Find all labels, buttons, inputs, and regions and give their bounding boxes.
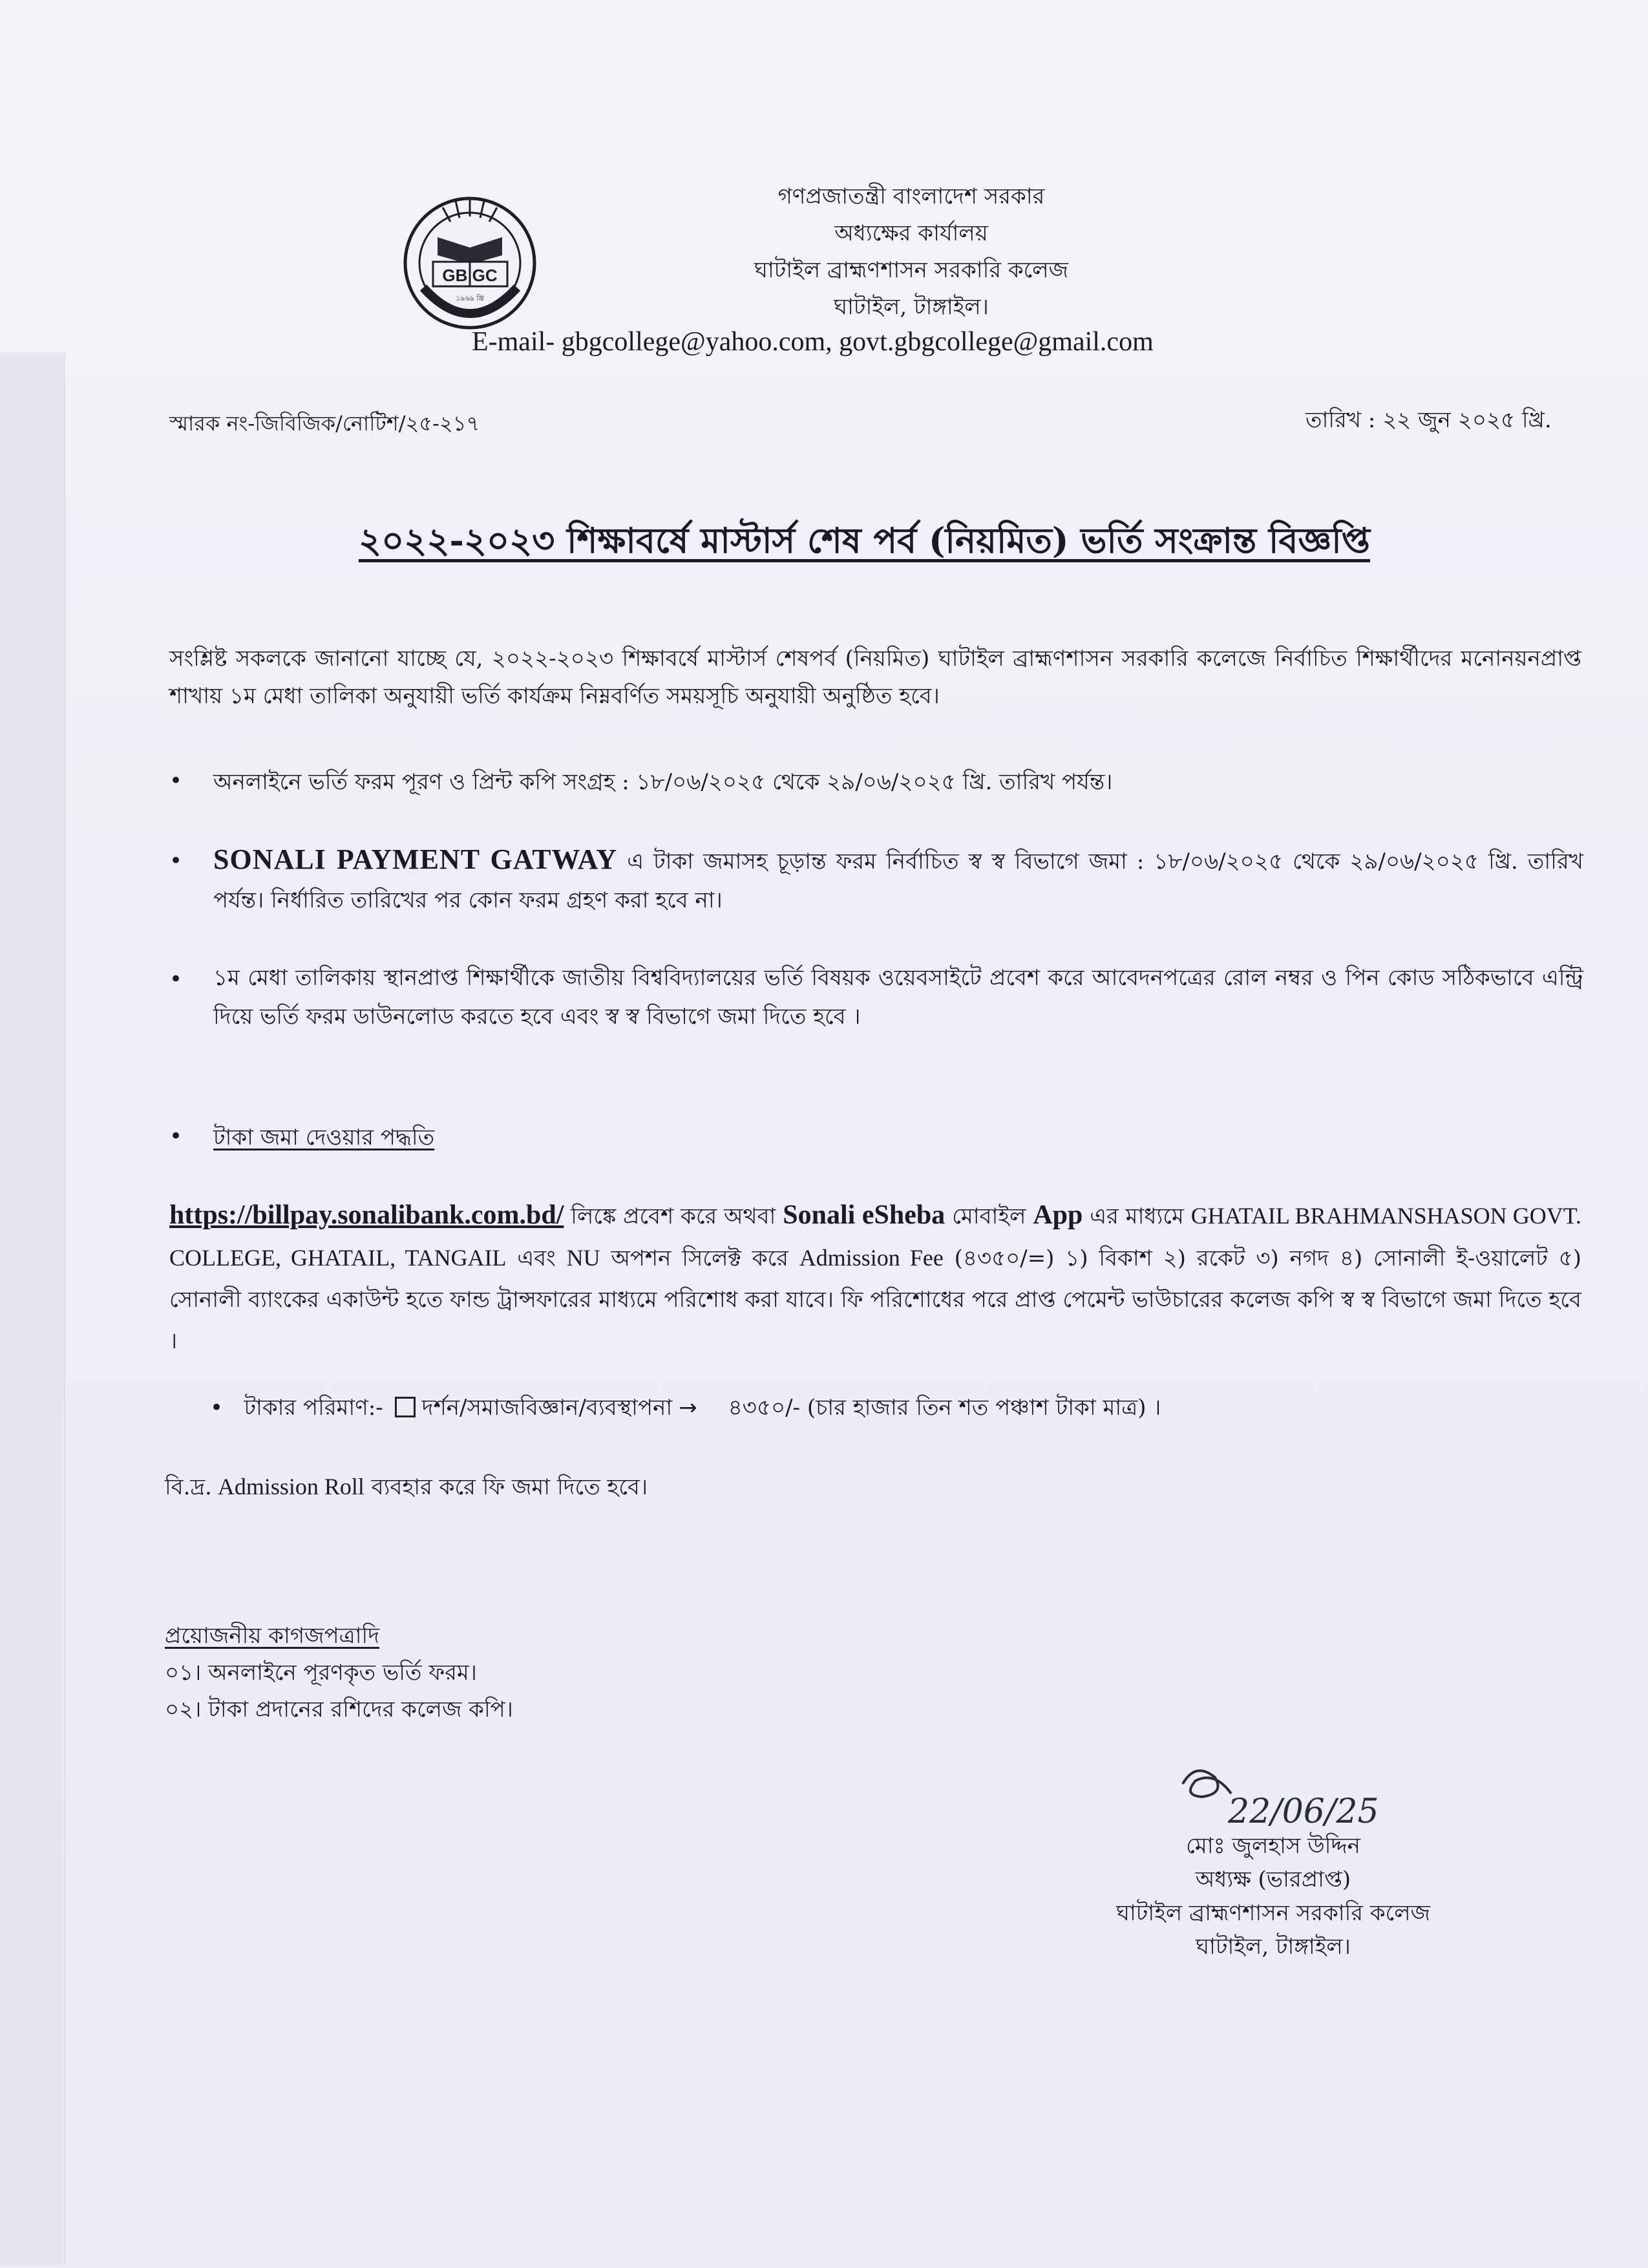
signatory-block (1047, 1829, 1499, 1964)
bullet-marker: • (169, 966, 183, 992)
bullet-merit-list: ১ম মেধা তালিকায় স্থানপ্রাপ্ত শিক্ষার্থীকে জাতীয় বিশ্ববিদ্যালয়ের ভর্তি বিষয়ক ওয়েবসাইটে প্রবেশ করে আবেদনপত্রের রোল নম্বর ও পিন কোড সঠিকভাবে এন্ট্রি দিয়ে ভর্তি ফরম ডাউনলোড করতে হবে এবং স্ব স্ব বিভাগে জমা দিতে হবে । (213, 965, 1583, 1030)
header-email: E-mail- gbgcollege@yahoo.com, govt.gbgcollege@gmail.com (472, 327, 1154, 357)
arrow-right-icon: → (679, 1395, 697, 1421)
nu-label: NU (566, 1245, 600, 1271)
payment-instructions (169, 1194, 1581, 1362)
header-address: ঘাটাইল, টাঙ্গাইল। (834, 294, 989, 320)
bullet-payment-gateway (213, 840, 1583, 920)
payment-text: লিঙ্কে প্রবেশ করে অথবা (564, 1203, 783, 1229)
logo-text: GB GC (442, 266, 498, 285)
bullet-payment-gateway-text: এ টাকা জমাসহ চূড়ান্ত ফরম নির্বাচিত স্ব স্ব বিভাগে জমা : ১৮/০৬/২০২৫ থেকে ২৯/০৬/২০২৫ খ্রি. তারিখ পর্যন্ত। নির্ধারিত তারিখের পর কোন ফরম গ্রহণ করা হবে না। (213, 849, 1583, 913)
fee-amount-label: টাকার পরিমাণ:- (244, 1395, 383, 1421)
billpay-link[interactable]: https://billpay.sonalibank.com.bd/ (169, 1200, 564, 1230)
notice-title: ২০২২-২০২৩ শিক্ষাবর্ষে মাস্টার্স শেষ পর্ব (নিয়মিত) ভর্তি সংক্রান্ত বিজ্ঞপ্তি (359, 520, 1371, 561)
college-name-english: GHATAIL BRAHMANSHASON GOVT. COLLEGE, GHATAIL, TANGAIL (169, 1203, 1582, 1271)
sonali-esheba-label: Sonali eSheba (783, 1200, 945, 1230)
header-govt: গণপ্রজাতন্ত্রী বাংলাদেশ সরকার (777, 184, 1045, 209)
fee-amount-value: ৪৩৫০/- (চার হাজার তিন শত পঞ্চাশ টাকা মাত্র) । (728, 1395, 1161, 1421)
admission-fee-label: Admission Fee (799, 1245, 944, 1271)
payment-text: মোবাইল (945, 1203, 1033, 1229)
payment-text: এবং (506, 1245, 567, 1271)
header-office: অধ্যক্ষের কার্যালয় (834, 220, 988, 246)
note-text: ব্যবহার করে ফি জমা দিতে হবে। (364, 1474, 648, 1500)
subject-checkbox[interactable] (395, 1397, 416, 1417)
logo-year: ১৯৬৯ খ্রি (456, 294, 484, 302)
bullet-marker: • (210, 1395, 244, 1421)
college-logo (397, 191, 543, 336)
admission-roll-label: Admission Roll (211, 1474, 364, 1500)
documents-heading: প্রয়োজনীয় কাগজপত্রাদি (165, 1623, 380, 1649)
sonali-gateway-label: SONALI PAYMENT GATWAY (213, 843, 618, 875)
bullet-marker: • (169, 768, 183, 794)
note-line (165, 1470, 648, 1507)
fee-amount-row (210, 1391, 1161, 1428)
bullet-marker: • (169, 1123, 183, 1149)
signatory-designation: অধ্যক্ষ (ভারপ্রাপ্ত) (1195, 1867, 1351, 1892)
document-item: ০১। অনলাইনে পূরণকৃত ভর্তি ফরম। (165, 1660, 477, 1686)
app-label: App (1033, 1200, 1083, 1230)
intro-paragraph: সংশ্লিষ্ট সকলকে জানানো যাচ্ছে যে, ২০২২-২০২৩ শিক্ষাবর্ষে মাস্টার্স শেষপর্ব (নিয়মিত) ঘাটাইল ব্রাহ্মণশাসন সরকারি কলেজে নির্বাচিত শিক্ষার্থীদের মনোনয়নপ্রাপ্ত শাখায় ১ম মেধা তালিকা অনুযায়ী ভর্তি কার্যক্রম নিম্নবর্ণিত সময়সূচি অনুযায়ী অনুষ্ঠিত হবে। (169, 646, 1581, 709)
fee-subjects: দর্শন/সমাজবিজ্ঞান/ব্যবস্থাপনা (421, 1395, 673, 1421)
payment-text: (৪৩৫০/=) ১) বিকাশ ২) রকেট ৩) নগদ ৪) সোনালী ই-ওয়ালেট ৫) সোনালী ব্যাংকের একাউন্ট হতে ফান্ড ট্রান্সফারের মাধ্যমে পরিশোধ করা যাবে। ফি পরিশোধের পরে প্রাপ্ত পেমেন্ট ভাউচারের কলেজ কপি স্ব স্ব বিভাগে জমা দিতে হবে । (169, 1245, 1581, 1354)
payment-text: এর মাধ্যমে (1083, 1203, 1191, 1229)
signature-date: 22/06/25 (1228, 1792, 1379, 1831)
note-prefix: বি.দ্র. (165, 1474, 212, 1500)
signatory-college: ঘাটাইল ব্রাহ্মণশাসন সরকারি কলেজ (1115, 1900, 1431, 1926)
signatory-name: মোঃ জুলহাস উদ্দিন (1186, 1833, 1360, 1859)
bullet-marker: • (169, 848, 183, 874)
bullet-online-form: অনলাইনে ভর্তি ফরম পূরণ ও প্রিন্ট কপি সংগ্রহ : ১৮/০৬/২০২৫ থেকে ২৯/০৬/২০২৫ খ্রি. তারিখ পর্যন্ত। (213, 769, 1113, 795)
notice-date: তারিখ : ২২ জুন ২০২৫ খ্রি. (1305, 407, 1552, 433)
signatory-place: ঘাটাইল, টাঙ্গাইল। (1196, 1934, 1351, 1960)
scanner-edge-strip (0, 352, 65, 2265)
memo-number: স্মারক নং-জিবিজিক/নোটিশ/২৫-২১৭ (169, 411, 480, 436)
principal-signature (1170, 1758, 1441, 1836)
bullet-payment-method-heading: টাকা জমা দেওয়ার পদ্ধতি (213, 1125, 435, 1150)
header-college: ঘাটাইল ব্রাহ্মণশাসন সরকারি কলেজ (754, 257, 1069, 283)
payment-text: অপশন সিলেক্ট করে (600, 1245, 799, 1271)
document-item: ০২। টাকা প্রদানের রশিদের কলেজ কপি। (165, 1697, 513, 1722)
